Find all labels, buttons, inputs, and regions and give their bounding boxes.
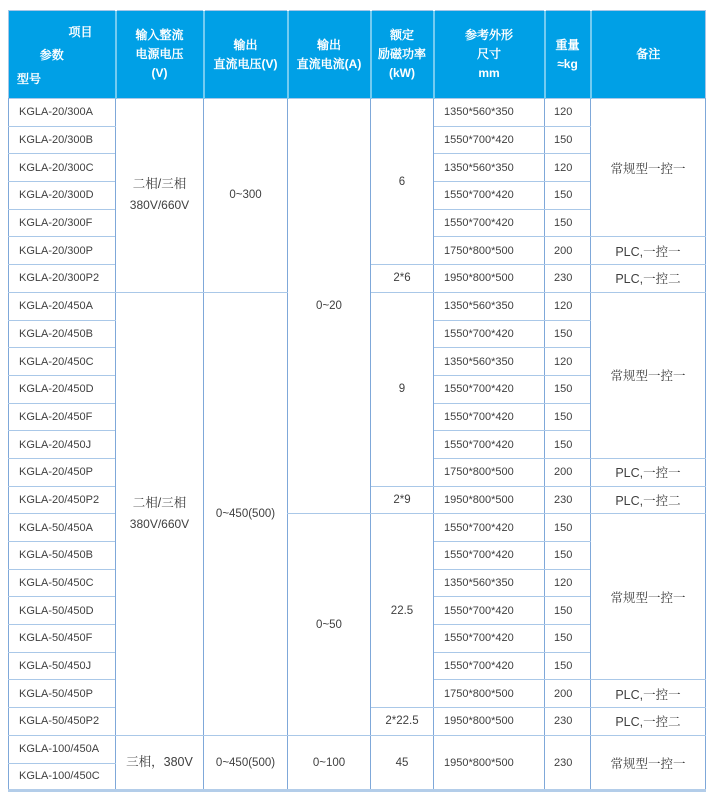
dimension-cell: 1550*700*420 (434, 431, 545, 459)
input-voltage-line: 380V/660V (129, 516, 190, 531)
dimension-cell: 1750*800*500 (434, 237, 545, 265)
weight-cell: 230 (545, 735, 591, 790)
header-cell-dc-current (288, 11, 371, 99)
header-cell-rated-power (371, 11, 434, 99)
model-cell: KGLA-20/450B (9, 320, 116, 348)
dimension-cell: 1350*560*350 (434, 569, 545, 597)
model-cell: KGLA-50/450P (9, 680, 116, 708)
header-line: 输出 (233, 37, 258, 52)
dc-voltage-cell: 0~450(500) (204, 292, 288, 735)
corner-cell (9, 17, 115, 93)
dc-voltage-cell: 0~300 (204, 99, 288, 293)
power-cell: 22.5 (371, 514, 434, 708)
input-voltage-line: 二相/三相 (132, 495, 187, 510)
weight-cell: 230 (545, 708, 591, 736)
header-cell-dc-voltage (204, 11, 288, 99)
corner-label-param: 参数 (39, 48, 64, 62)
weight-cell: 150 (545, 542, 591, 570)
spec-table (8, 10, 706, 792)
corner-label-item: 项目 (68, 24, 93, 39)
weight-cell: 120 (545, 154, 591, 182)
model-cell: KGLA-50/450D (9, 597, 116, 625)
model-cell: KGLA-20/450D (9, 375, 116, 403)
dimension-cell: 1950*800*500 (434, 708, 545, 736)
input-voltage-line: 380V/660V (129, 198, 190, 213)
weight-cell: 150 (545, 652, 591, 680)
model-cell: KGLA-50/450A (9, 514, 116, 542)
header-line: ≈kg (557, 56, 578, 71)
dimension-cell: 1950*800*500 (434, 265, 545, 293)
remark-cell: 常规型一控一 (591, 514, 706, 680)
model-cell: KGLA-50/450C (9, 569, 116, 597)
table-body (9, 99, 706, 791)
header-line: (V) (151, 66, 168, 80)
model-cell: KGLA-50/450P2 (9, 708, 116, 736)
dc-current-cell: 0~20 (288, 99, 371, 514)
header-line: 输入整流 (135, 28, 184, 42)
model-cell: KGLA-20/300A (9, 99, 116, 127)
remark-cell: PLC,一控一 (591, 458, 706, 486)
input-voltage-cell (116, 735, 204, 790)
header-line: 重量 (555, 37, 580, 52)
power-cell: 2*22.5 (371, 708, 434, 736)
header-line: 励磁功率 (377, 47, 426, 61)
weight-cell: 150 (545, 182, 591, 210)
spec-table-container (8, 10, 706, 792)
dc-voltage-cell: 0~450(500) (204, 735, 288, 790)
dimension-cell: 1550*700*420 (434, 403, 545, 431)
table-row (9, 514, 706, 542)
header-line: 额定 (389, 28, 414, 42)
table-row (9, 735, 706, 763)
model-cell: KGLA-20/300F (9, 209, 116, 237)
power-cell: 9 (371, 292, 434, 486)
header-cell-weight (545, 11, 591, 99)
remark-cell: PLC,一控一 (591, 237, 706, 265)
header-row (9, 11, 706, 99)
model-cell: KGLA-50/450B (9, 542, 116, 570)
header-line: 尺寸 (476, 47, 501, 61)
header-line: mm (478, 66, 500, 80)
dimension-cell: 1350*560*350 (434, 292, 545, 320)
model-cell: KGLA-20/450P (9, 458, 116, 486)
remark-cell: PLC,一控二 (591, 265, 706, 293)
model-cell: KGLA-20/450J (9, 431, 116, 459)
weight-cell: 200 (545, 680, 591, 708)
model-cell: KGLA-20/450F (9, 403, 116, 431)
dimension-cell: 1350*560*350 (434, 99, 545, 127)
input-voltage-line: 三相，380V (126, 755, 193, 769)
dimension-cell: 1550*700*420 (434, 126, 545, 154)
weight-cell: 150 (545, 126, 591, 154)
model-cell: KGLA-20/450C (9, 348, 116, 376)
remark-cell: 常规型一控一 (591, 99, 706, 237)
input-voltage-line: 二相/三相 (132, 177, 187, 192)
header-line: (kW) (389, 66, 415, 80)
weight-cell: 150 (545, 625, 591, 653)
dimension-cell: 1550*700*420 (434, 209, 545, 237)
model-cell: KGLA-20/300D (9, 182, 116, 210)
weight-cell: 150 (545, 403, 591, 431)
weight-cell: 120 (545, 292, 591, 320)
weight-cell: 150 (545, 320, 591, 348)
dimension-cell: 1550*700*420 (434, 597, 545, 625)
power-cell: 2*9 (371, 486, 434, 514)
weight-cell: 150 (545, 431, 591, 459)
header-line: 输出 (316, 37, 341, 52)
dimension-cell: 1950*800*500 (434, 735, 545, 790)
table-header (9, 11, 706, 99)
remark-cell: 常规型一控一 (591, 292, 706, 458)
input-voltage-cell (116, 292, 204, 735)
model-cell: KGLA-100/450A (9, 735, 116, 763)
weight-cell: 230 (545, 486, 591, 514)
table-row (9, 99, 706, 127)
header-line: 备注 (636, 47, 661, 61)
dimension-cell: 1950*800*500 (434, 486, 545, 514)
dc-current-cell: 0~50 (288, 514, 371, 736)
model-cell: KGLA-50/450J (9, 652, 116, 680)
power-cell: 45 (371, 735, 434, 790)
header-line: 电源电压 (135, 47, 184, 61)
weight-cell: 230 (545, 265, 591, 293)
header-line: 直流电压(V) (213, 56, 278, 71)
header-line: 参考外形 (464, 28, 513, 42)
dimension-cell: 1750*800*500 (434, 458, 545, 486)
remark-cell: 常规型一控一 (591, 735, 706, 790)
remark-cell: PLC,一控二 (591, 486, 706, 514)
model-cell: KGLA-20/450A (9, 292, 116, 320)
weight-cell: 150 (545, 375, 591, 403)
dimension-cell: 1350*560*350 (434, 154, 545, 182)
header-line: 直流电流(A) (296, 56, 362, 71)
model-cell: KGLA-20/300P (9, 237, 116, 265)
dimension-cell: 1550*700*420 (434, 375, 545, 403)
model-cell: KGLA-20/300B (9, 126, 116, 154)
input-voltage-cell (116, 99, 204, 293)
dimension-cell: 1550*700*420 (434, 514, 545, 542)
dc-current-cell: 0~100 (288, 735, 371, 790)
weight-cell: 150 (545, 514, 591, 542)
weight-cell: 150 (545, 209, 591, 237)
model-cell: KGLA-20/300P2 (9, 265, 116, 293)
weight-cell: 200 (545, 237, 591, 265)
header-cell-dimensions (434, 11, 545, 99)
remark-cell: PLC,一控二 (591, 708, 706, 736)
weight-cell: 150 (545, 597, 591, 625)
corner-label-model: 型号 (17, 71, 42, 86)
weight-cell: 200 (545, 458, 591, 486)
dimension-cell: 1550*700*420 (434, 542, 545, 570)
header-cell-remark (591, 11, 706, 99)
model-cell: KGLA-20/300C (9, 154, 116, 182)
dimension-cell: 1550*700*420 (434, 625, 545, 653)
dimension-cell: 1350*560*350 (434, 348, 545, 376)
model-cell: KGLA-20/450P2 (9, 486, 116, 514)
header-cell-input-voltage (116, 11, 204, 99)
model-cell: KGLA-100/450C (9, 763, 116, 791)
weight-cell: 120 (545, 99, 591, 127)
dimension-cell: 1550*700*420 (434, 320, 545, 348)
weight-cell: 120 (545, 348, 591, 376)
remark-cell: PLC,一控一 (591, 680, 706, 708)
power-cell: 6 (371, 99, 434, 265)
header-cell-corner (9, 11, 116, 99)
dimension-cell: 1550*700*420 (434, 652, 545, 680)
dimension-cell: 1750*800*500 (434, 680, 545, 708)
dimension-cell: 1550*700*420 (434, 182, 545, 210)
weight-cell: 120 (545, 569, 591, 597)
power-cell: 2*6 (371, 265, 434, 293)
model-cell: KGLA-50/450F (9, 625, 116, 653)
